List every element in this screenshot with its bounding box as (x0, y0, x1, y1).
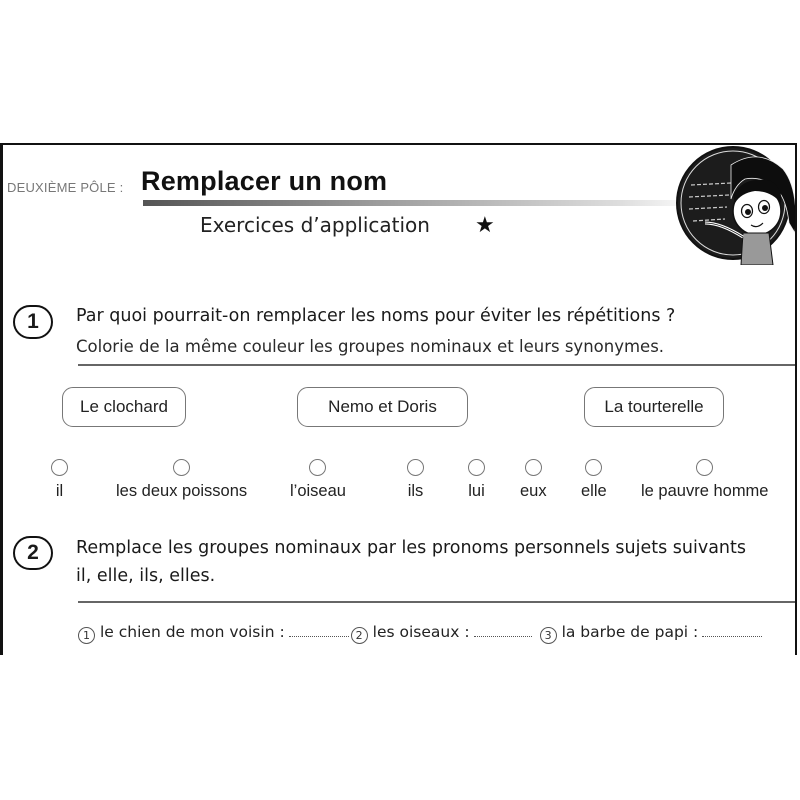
title-underline-gradient (143, 200, 703, 206)
item-label: les oiseaux : (372, 623, 470, 641)
choice-label: elle (581, 482, 607, 500)
item-label: le chien de mon voisin : (100, 623, 285, 641)
worksheet (0, 143, 797, 655)
word-box-label: Nemo et Doris (328, 397, 437, 416)
exercise-1-number-badge: 1 (13, 305, 53, 339)
word-box-nemo-et-doris[interactable] (297, 387, 468, 427)
exercise-2-item-3 (540, 623, 765, 642)
exercise-1-question: Par quoi pourrait-on remplacer les noms pour éviter les répétitions ? (76, 306, 676, 326)
answer-blank-3[interactable] (702, 635, 762, 637)
choice-ils[interactable] (407, 459, 424, 501)
item-label: la barbe de papi : (561, 623, 699, 641)
choice-l-oiseau[interactable] (290, 459, 346, 501)
coloring-circle[interactable] (309, 459, 326, 476)
circled-number: 3 (540, 627, 557, 644)
coloring-circle[interactable] (696, 459, 713, 476)
word-box-le-clochard[interactable] (62, 387, 186, 427)
mascot-illustration (671, 145, 797, 265)
coloring-circle[interactable] (407, 459, 424, 476)
word-box-la-tourterelle[interactable] (584, 387, 724, 427)
star-icon: ★ (475, 213, 495, 238)
exercise-1-instruction: Colorie de la même couleur les groupes nominaux et leurs synonymes. (76, 337, 665, 356)
choice-label: lui (468, 482, 485, 500)
page-title: Remplacer un nom (141, 166, 388, 196)
choice-label: le pauvre homme (641, 482, 769, 500)
word-box-label: La tourterelle (604, 397, 704, 416)
coloring-circle[interactable] (525, 459, 542, 476)
exercise-2-divider (78, 601, 797, 603)
choice-le-pauvre-homme[interactable] (641, 459, 768, 501)
choice-label: l’oiseau (290, 482, 346, 500)
subtitle: Exercices d’application (200, 213, 430, 237)
choice-label: eux (520, 482, 547, 500)
choice-label: il (55, 482, 64, 500)
answer-blank-2[interactable] (474, 635, 532, 637)
coloring-circle[interactable] (468, 459, 485, 476)
coloring-circle[interactable] (585, 459, 602, 476)
choice-eux[interactable] (520, 459, 547, 501)
choice-les-deux-poissons[interactable] (116, 459, 247, 501)
exercise-2-pronouns: il, elle, ils, elles. (76, 566, 216, 586)
choice-label: ils (407, 482, 424, 500)
exercise-2-question: Remplace les groupes nominaux par les pronoms personnels sujets suivants (76, 538, 746, 558)
exercise-2-number-badge: 2 (13, 536, 53, 570)
choice-label: les deux poissons (116, 482, 248, 500)
exercise-1-divider (78, 364, 797, 366)
choice-elle[interactable] (581, 459, 607, 501)
exercise-2-item-1 (78, 623, 351, 642)
choice-lui[interactable] (468, 459, 485, 501)
coloring-circle[interactable] (51, 459, 68, 476)
circled-number: 1 (78, 627, 95, 644)
word-box-label: Le clochard (80, 397, 168, 416)
circled-number: 2 (351, 627, 368, 644)
exercise-2-item-2 (351, 623, 540, 642)
choice-il[interactable] (51, 459, 68, 501)
answer-blank-1[interactable] (289, 635, 349, 637)
exercise-2-items (78, 623, 764, 642)
coloring-circle[interactable] (173, 459, 190, 476)
pole-label: DEUXIÈME PÔLE : (7, 180, 124, 195)
